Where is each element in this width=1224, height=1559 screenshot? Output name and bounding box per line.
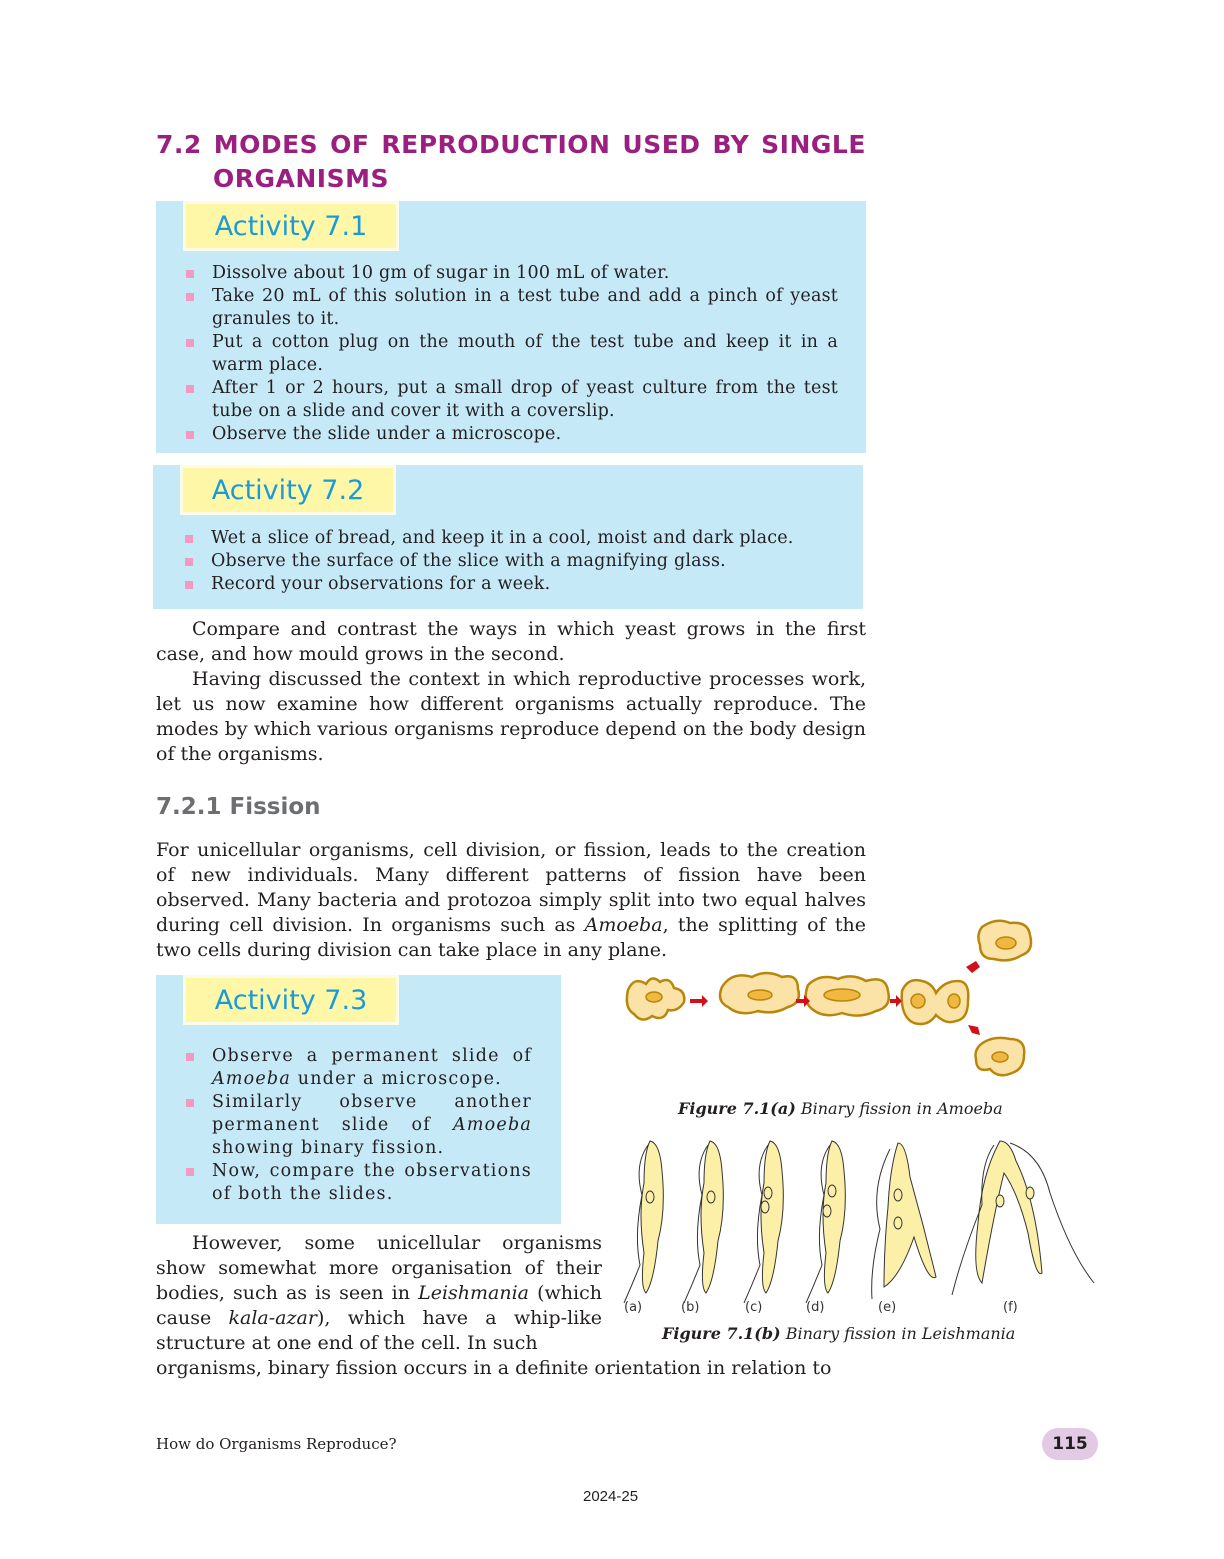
list-item: Observe the surface of the slice with a magnifying glass. bbox=[183, 550, 843, 573]
sublabel-c: (c) bbox=[745, 1300, 763, 1315]
title-word: OF bbox=[330, 130, 370, 159]
list-item: Take 20 mL of this solution in a test tube and add a pinch of yeast granules to it. bbox=[184, 285, 838, 331]
sublabel-a: (a) bbox=[624, 1300, 643, 1315]
paragraph-compare: Compare and contrast the ways in which yeast grows in the first case, and how mould grows in the second. bbox=[156, 618, 866, 665]
title-word: SINGLE bbox=[761, 130, 866, 159]
term-leishmania: Leishmania bbox=[418, 1282, 530, 1304]
title-word: USED bbox=[622, 130, 701, 159]
sublabel-b: (b) bbox=[681, 1300, 700, 1315]
text: For unicellular organisms, cell division, or fission, leads to the creation of new individuals. Many different patterns of fission have been observed. Many bacteria and protozoa simply split into two equal halves during cell division. In organisms such as bbox=[156, 839, 866, 936]
term-amoeba: Amoeba bbox=[584, 914, 663, 936]
paragraph-however: However, some unicellular organisms show somewhat more organisation of their bodies, such as is seen in Leishmania (which cause kala-azar), which have a whip-like structure at one end of the cell. In such bbox=[156, 1232, 602, 1354]
activity-7-2-box bbox=[153, 465, 863, 609]
amoeba-illustration bbox=[620, 915, 1040, 1090]
term-kala-azar: kala-azar bbox=[228, 1307, 317, 1329]
title-word: BY bbox=[712, 130, 750, 159]
activity-7-3-box bbox=[156, 975, 561, 1224]
list-item: Observe a permanent slide of Amoeba under a microscope. bbox=[184, 1045, 532, 1091]
figure-leishmania-fission bbox=[620, 1135, 1100, 1305]
activity-7-2-label: Activity 7.2 bbox=[180, 465, 396, 515]
figure-7-1a-caption: Figure 7.1(a) Binary fission in Amoeba bbox=[678, 1099, 1003, 1118]
body-text-1 bbox=[156, 617, 866, 767]
figure-amoeba-fission bbox=[620, 915, 1040, 1090]
sublabel-e: (e) bbox=[878, 1300, 897, 1315]
activity-7-1-list bbox=[184, 262, 838, 446]
subsection-heading-fission: 7.2.1 Fission bbox=[156, 794, 321, 820]
activity-7-3-label: Activity 7.3 bbox=[183, 975, 399, 1025]
activity-7-1-box bbox=[156, 201, 866, 453]
paragraph-continuation: organisms, binary fission occurs in a definite orientation in relation to bbox=[156, 1357, 832, 1379]
footer-year: 2024-25 bbox=[583, 1488, 639, 1505]
list-item: Record your observations for a week. bbox=[183, 573, 843, 596]
title-word: 7.2 bbox=[156, 130, 202, 159]
text: , the splitting of the two cells during division can take place in any plane. bbox=[156, 914, 866, 961]
title-word: REPRODUCTION bbox=[381, 130, 611, 159]
list-item: Put a cotton plug on the mouth of the test tube and keep it in a warm place. bbox=[184, 331, 838, 377]
list-item: Wet a slice of bread, and keep it in a cool, moist and dark place. bbox=[183, 527, 843, 550]
list-item: Now, compare the observations of both the slides. bbox=[184, 1160, 532, 1206]
list-item: Similarly observe another permanent slide of Amoeba showing binary fission. bbox=[184, 1091, 532, 1160]
activity-7-1-label: Activity 7.1 bbox=[183, 201, 399, 251]
sublabel-f: (f) bbox=[1003, 1300, 1018, 1315]
leishmania-illustration bbox=[620, 1135, 1100, 1305]
activity-7-2-list bbox=[183, 527, 843, 596]
title-line-2: ORGANISMS bbox=[213, 164, 389, 193]
title-word: MODES bbox=[213, 130, 319, 159]
list-item: Dissolve about 10 gm of sugar in 100 mL of water. bbox=[184, 262, 838, 285]
footer-chapter-title: How do Organisms Reproduce? bbox=[156, 1435, 397, 1453]
list-item: After 1 or 2 hours, put a small drop of yeast culture from the test tube on a slide and cover it with a coverslip. bbox=[184, 377, 838, 423]
section-title bbox=[156, 128, 866, 196]
figure-7-1b-caption: Figure 7.1(b) Binary fission in Leishmania bbox=[662, 1324, 1016, 1343]
page-number-badge: 115 bbox=[1042, 1428, 1098, 1460]
paragraph-having: Having discussed the context in which reproductive processes work, let us now examine how different organisms actually reproduce. The modes by which various organisms reproduce depend on the body design of the organisms. bbox=[156, 668, 866, 765]
sublabel-d: (d) bbox=[806, 1300, 825, 1315]
list-item: Observe the slide under a microscope. bbox=[184, 423, 838, 446]
activity-7-3-list bbox=[184, 1045, 532, 1206]
